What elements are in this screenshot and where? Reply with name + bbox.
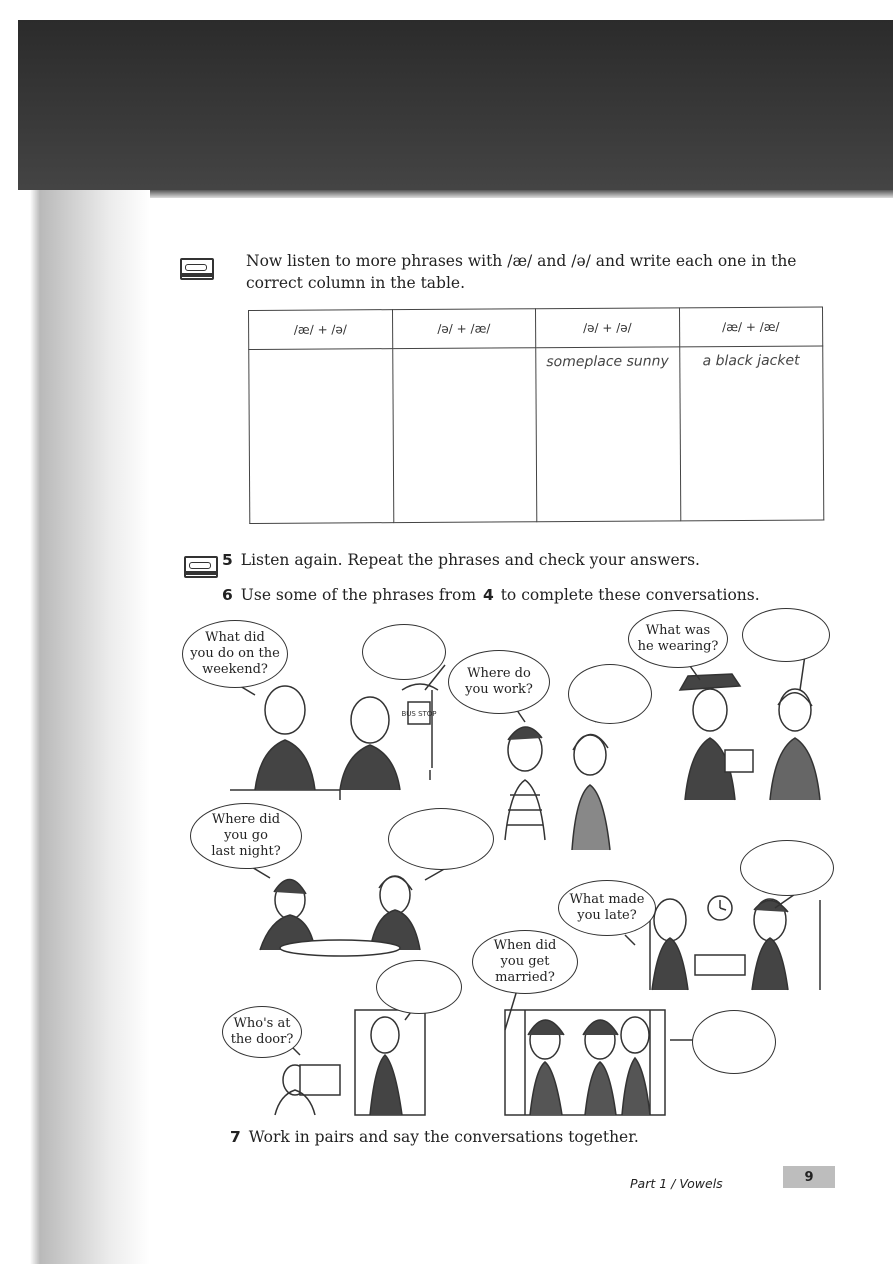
bubble-text: Where do you work? — [465, 666, 533, 697]
bubble-text: Who's at the door? — [230, 1016, 294, 1047]
table-cell[interactable] — [392, 348, 537, 523]
instruction-4: Now listen to more phrases with /æ/ and /ə/ and write each one in the correct column in the table. — [246, 252, 797, 292]
exercise-7 — [230, 1126, 830, 1148]
page-number: 9 — [783, 1166, 835, 1188]
exercise-text: Use some of the phrases from — [240, 586, 481, 604]
scanner-shadow — [18, 20, 893, 195]
speech-bubble-empty[interactable] — [568, 664, 652, 724]
speech-bubble-empty[interactable] — [362, 624, 446, 680]
speech-bubble-empty[interactable] — [742, 608, 830, 662]
footer-section: Part 1 / Vowels — [630, 1176, 723, 1191]
work-scene — [505, 727, 610, 850]
bubble-text: What was he wearing? — [637, 623, 719, 654]
speech-bubble-empty[interactable] — [388, 808, 494, 870]
book-spine-shadow — [0, 190, 150, 1264]
speech-bubble-door — [222, 1006, 302, 1058]
bubble-text: What did you do on the weekend? — [190, 630, 280, 677]
exercise-number: 6 — [222, 586, 233, 604]
exercise-text: Work in pairs and say the conversations together. — [248, 1128, 639, 1146]
speech-bubble-last-night — [190, 803, 302, 869]
speech-bubble-empty[interactable] — [740, 840, 834, 896]
bubble-text: When did you get married? — [493, 938, 557, 985]
exercise-reference: 4 — [482, 586, 494, 604]
restaurant-scene — [260, 876, 420, 956]
bus-stop-scene — [230, 684, 438, 800]
speech-bubble-work — [448, 650, 550, 714]
bubble-text: Where did you go last night? — [211, 812, 281, 859]
table-cell[interactable]: someplace sunny — [536, 347, 681, 522]
speech-bubble-empty[interactable] — [692, 1010, 776, 1074]
speech-bubble-weekend — [182, 620, 288, 688]
table-row — [249, 346, 824, 524]
table-cell[interactable]: a black jacket — [679, 346, 824, 521]
column-header: /ə/ + /æ/ — [392, 309, 536, 349]
exercise-5 — [222, 549, 822, 571]
phrase-table — [248, 306, 824, 524]
column-header: /æ/ + /ə/ — [249, 310, 393, 350]
exercise-text: Listen again. Repeat the phrases and check your answers. — [240, 551, 700, 569]
bubble-text: What made you late? — [569, 892, 645, 923]
table-header-row — [249, 307, 823, 350]
speech-bubble-wearing — [628, 610, 728, 668]
exercise-text: to complete these conversations. — [495, 586, 760, 604]
table-cell[interactable] — [249, 349, 394, 524]
cassette-icon — [180, 258, 214, 280]
bus-stop-sign: BUS STOP — [401, 710, 437, 718]
police-scene — [680, 674, 820, 800]
column-header: /æ/ + /æ/ — [679, 307, 823, 347]
speech-bubble-married — [472, 930, 578, 994]
office-scene — [650, 896, 820, 990]
exercise-number: 7 — [230, 1128, 241, 1146]
exercise-number: 5 — [222, 551, 233, 569]
speech-bubble-empty[interactable] — [376, 960, 462, 1014]
speech-bubble-late — [558, 880, 656, 936]
city-scene — [505, 1010, 665, 1115]
column-header: /ə/ + /ə/ — [535, 308, 679, 348]
exercise-6 — [222, 584, 822, 606]
cassette-icon — [184, 556, 218, 578]
